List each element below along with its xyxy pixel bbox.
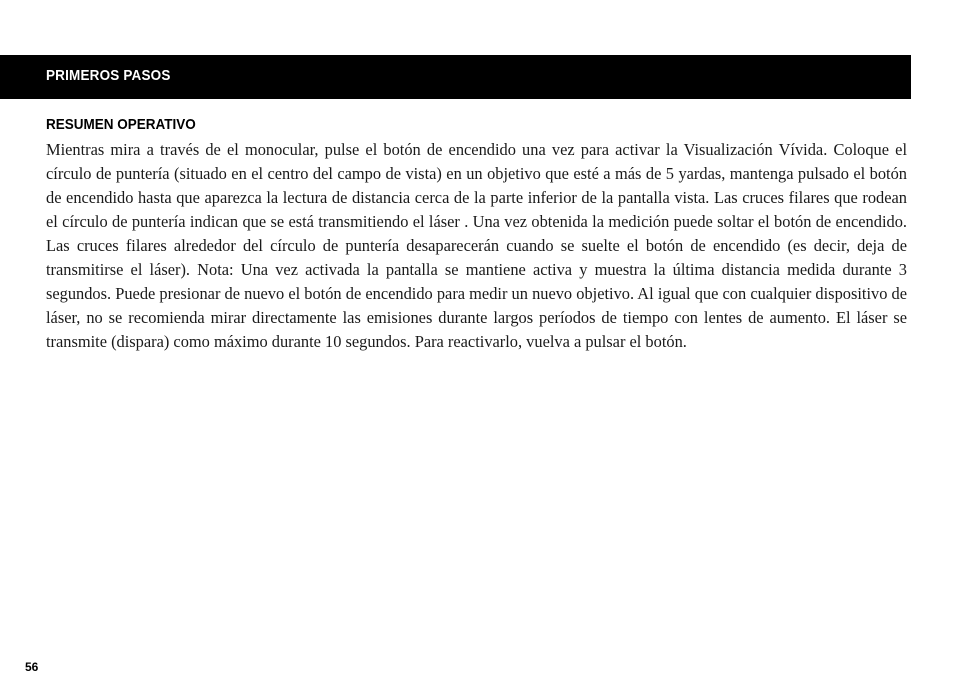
section-header-bar bbox=[0, 55, 911, 99]
header-title: PRIMEROS PASOS bbox=[46, 67, 171, 84]
page-number: 56 bbox=[25, 660, 39, 674]
section-heading: RESUMEN OPERATIVO bbox=[46, 116, 196, 133]
body-paragraph: Mientras mira a través de el monocular, pulse el botón de encendido una vez para activar la Visualización Vívida. Coloque el círculo de puntería (situado en el centro del campo de vista) en un objetivo que esté a más de 5 yardas, mantenga pulsado el botón de encendido hasta que aparezca la lectura de distancia cerca de la parte inferior de la pantalla vista. Las cruces filares que rodean el círculo de puntería indican que se está transmitiendo el láser . Una vez obtenida la medición puede soltar el botón de encendido. Las cruces filares alrededor del círculo de puntería desaparecerán cuando se suelte el botón de encendido (es decir, deja de transmitirse el láser). Nota: Una vez activada la pantalla se mantiene activa y muestra la última distancia medida durante 3 segundos. Puede presionar de nuevo el botón de encendido para medir un nuevo objetivo. Al igual que con cualquier dispositivo de láser, no se recomienda mirar directamente las emisiones durante largos períodos de tiempo con lentes de aumento. El láser se transmite (dispara) como máximo durante 10 segundos. Para reactivarlo, vuelva a pulsar el botón. bbox=[46, 140, 907, 351]
page-content bbox=[46, 115, 907, 354]
